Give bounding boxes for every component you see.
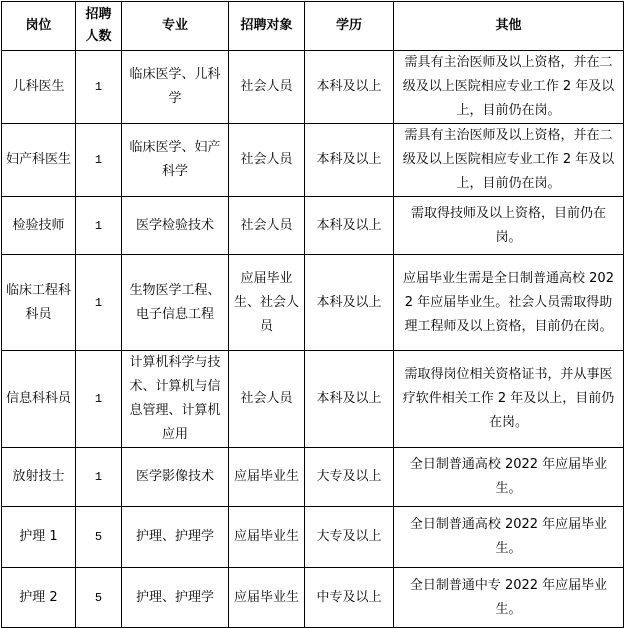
cell-target: 应届毕业生 — [229, 448, 305, 507]
cell-count: 1 — [76, 124, 122, 197]
cell-other: 全日制普通中专 2022 年应届毕业生。 — [394, 568, 624, 628]
cell-count: 1 — [76, 255, 122, 351]
cell-target: 社会人员 — [229, 124, 305, 197]
cell-target: 社会人员 — [229, 197, 305, 255]
cell-major: 医学检验技术 — [122, 197, 229, 255]
cell-position: 护理 2 — [2, 568, 76, 628]
cell-education: 本科及以上 — [305, 51, 394, 124]
cell-target: 应届毕业生、社会人员 — [229, 255, 305, 351]
cell-education: 中专及以上 — [305, 568, 394, 628]
table-row — [2, 568, 624, 628]
cell-position: 检验技师 — [2, 197, 76, 255]
cell-position: 妇产科医生 — [2, 124, 76, 197]
cell-major: 计算机科学与技术、计算机与信息管理、计算机应用 — [122, 351, 229, 448]
cell-education: 本科及以上 — [305, 197, 394, 255]
header-position: 岗位 — [2, 2, 76, 51]
table-row — [2, 351, 624, 448]
cell-count: 5 — [76, 507, 122, 568]
cell-education: 大专及以上 — [305, 448, 394, 507]
cell-position: 临床工程科科员 — [2, 255, 76, 351]
cell-other: 全日制普通高校 2022 年应届毕业生。 — [394, 507, 624, 568]
table-row — [2, 255, 624, 351]
cell-other: 需具有主治医师及以上资格，并在二级及以上医院相应专业工作 2 年及以上，目前仍在岗。 — [394, 124, 624, 197]
cell-count: 1 — [76, 197, 122, 255]
cell-other: 需具有主治医师及以上资格，并在二级及以上医院相应专业工作 2 年及以上，目前仍在岗。 — [394, 51, 624, 124]
table-row — [2, 507, 624, 568]
cell-count: 5 — [76, 568, 122, 628]
cell-major: 生物医学工程、电子信息工程 — [122, 255, 229, 351]
table-row — [2, 448, 624, 507]
cell-target: 社会人员 — [229, 351, 305, 448]
cell-other: 需取得岗位相关资格证书，并从事医疗软件相关工作 2 年及以上，目前仍在岗。 — [394, 351, 624, 448]
header-count-line2: 人数 — [85, 29, 112, 44]
cell-target: 应届毕业生 — [229, 568, 305, 628]
cell-major: 医学影像技术 — [122, 448, 229, 507]
header-major: 专业 — [122, 2, 229, 51]
cell-education: 本科及以上 — [305, 124, 394, 197]
cell-position: 放射技士 — [2, 448, 76, 507]
cell-count: 1 — [76, 448, 122, 507]
recruitment-table — [1, 1, 624, 628]
header-count-line1: 招聘 — [85, 7, 112, 22]
header-education: 学历 — [305, 2, 394, 51]
cell-major: 临床医学、儿科学 — [122, 51, 229, 124]
header-count — [76, 2, 122, 51]
cell-position: 儿科医生 — [2, 51, 76, 124]
header-other: 其他 — [394, 2, 624, 51]
table-row — [2, 51, 624, 124]
cell-other: 需取得技师及以上资格，目前仍在岗。 — [394, 197, 624, 255]
cell-position: 信息科科员 — [2, 351, 76, 448]
cell-count: 1 — [76, 351, 122, 448]
cell-target: 应届毕业生 — [229, 507, 305, 568]
cell-target: 社会人员 — [229, 51, 305, 124]
cell-education: 本科及以上 — [305, 351, 394, 448]
header-target: 招聘对象 — [229, 2, 305, 51]
cell-major: 护理、护理学 — [122, 507, 229, 568]
header-row — [2, 2, 624, 51]
cell-count: 1 — [76, 51, 122, 124]
table-row — [2, 124, 624, 197]
cell-education: 大专及以上 — [305, 507, 394, 568]
cell-position: 护理 1 — [2, 507, 76, 568]
cell-major: 临床医学、妇产科学 — [122, 124, 229, 197]
cell-major: 护理、护理学 — [122, 568, 229, 628]
cell-other: 应届毕业生需是全日制普通高校 2022 年应届毕业生。社会人员需取得助理工程师及以上资格，目前仍在岗。 — [394, 255, 624, 351]
cell-other: 全日制普通高校 2022 年应届毕业生。 — [394, 448, 624, 507]
table-row — [2, 197, 624, 255]
cell-education: 本科及以上 — [305, 255, 394, 351]
